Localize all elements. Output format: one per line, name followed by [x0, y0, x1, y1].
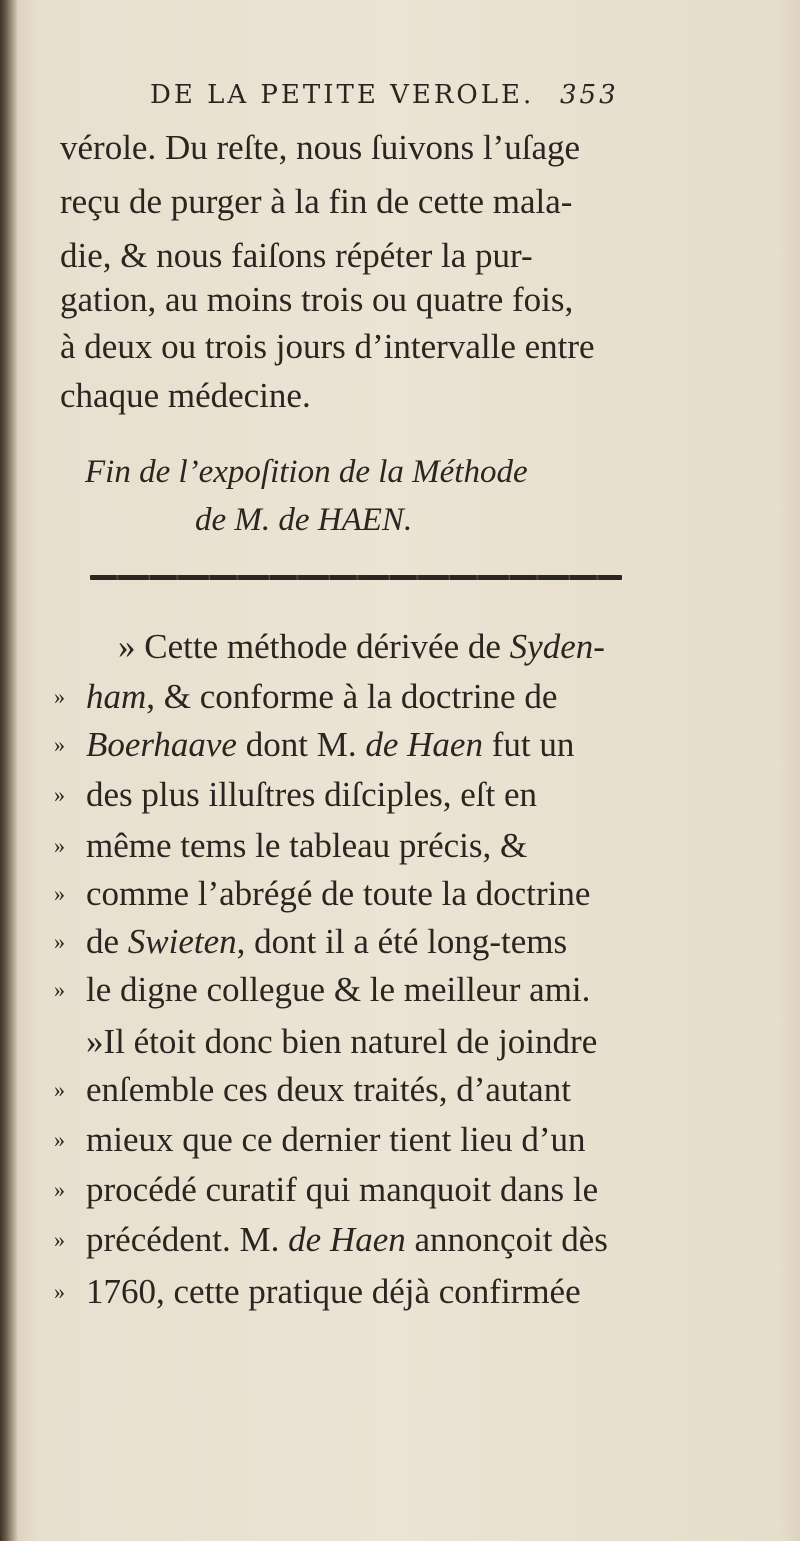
text-line — [86, 725, 574, 765]
text-line: comme l’abrégé de toute la doctrine — [86, 874, 591, 913]
quote-mark: » — [54, 1077, 65, 1102]
text-line: 1760, cette pratique déjà confirmée — [86, 1272, 581, 1311]
text-run: dont M. — [236, 725, 366, 764]
text-run: » Cette méthode dérivée de — [118, 627, 510, 666]
text-line: procédé curatif qui manquoit dans le — [86, 1170, 599, 1209]
divider-rule — [90, 575, 622, 580]
quote-mark: » — [54, 1127, 65, 1152]
text-line: die, & nous faiſons répéter la pur- — [60, 236, 533, 275]
author-name: ham — [86, 677, 147, 716]
running-head — [150, 80, 670, 120]
quote-mark: » — [54, 833, 65, 858]
text-line: le digne collegue & le meilleur ami. — [86, 970, 591, 1009]
quote-mark: » — [54, 732, 65, 757]
author-name: de Haen — [365, 725, 483, 764]
text-line: même tems le tableau précis, & — [86, 826, 528, 865]
author-name: de Haen — [288, 1220, 406, 1259]
text-line: reçu de purger à la fin de cette mala- — [60, 182, 573, 221]
text-run: fut un — [482, 725, 575, 764]
quote-mark: » — [54, 929, 65, 954]
text-line: gation, au moins trois ou quatre fois, — [60, 280, 574, 319]
quote-mark: » — [54, 684, 65, 709]
text-line: enſemble ces deux traités, d’autant — [86, 1070, 571, 1109]
running-head-title: DE LA PETITE VEROLE. — [150, 80, 535, 110]
quote-mark: » — [54, 977, 65, 1002]
page-number: 353 — [560, 80, 619, 110]
text-run: annonçoit dès — [405, 1220, 608, 1259]
text-run: , dont il a été long-tems — [236, 922, 568, 961]
author-name: Boerhaave — [86, 725, 237, 764]
text-line — [86, 922, 567, 962]
quote-mark: » — [54, 782, 65, 807]
text-line: »Il étoit donc bien naturel de joindre — [86, 1022, 598, 1061]
text-run: de — [86, 922, 128, 961]
text-line: à deux ou trois jours d’intervalle entre — [60, 327, 595, 366]
text-line: des plus illuſtres diſciples, eſt en — [86, 775, 538, 814]
text-line: mieux que ce dernier tient lieu d’un — [86, 1120, 586, 1159]
text-line — [86, 677, 557, 717]
quote-mark: » — [54, 1227, 65, 1252]
quote-mark: » — [54, 881, 65, 906]
author-name: Syden- — [509, 627, 605, 666]
page-binding — [0, 0, 18, 1541]
quote-mark: » — [54, 1279, 65, 1304]
text-run: , & conforme à la doctrine de — [146, 677, 558, 716]
author-name: Swieten — [127, 922, 237, 961]
text-line — [118, 627, 605, 667]
text-run: précédent. M. — [86, 1220, 289, 1259]
text-line: vérole. Du reſte, nous ſuivons l’uſage — [60, 128, 581, 167]
quote-mark: » — [54, 1177, 65, 1202]
text-line — [86, 1220, 608, 1260]
section-end-line-1: Fin de l’expoſition de la Méthode — [85, 454, 528, 490]
text-line: chaque médecine. — [60, 376, 311, 415]
section-end-line-2: de M. de HAEN. — [195, 502, 413, 538]
